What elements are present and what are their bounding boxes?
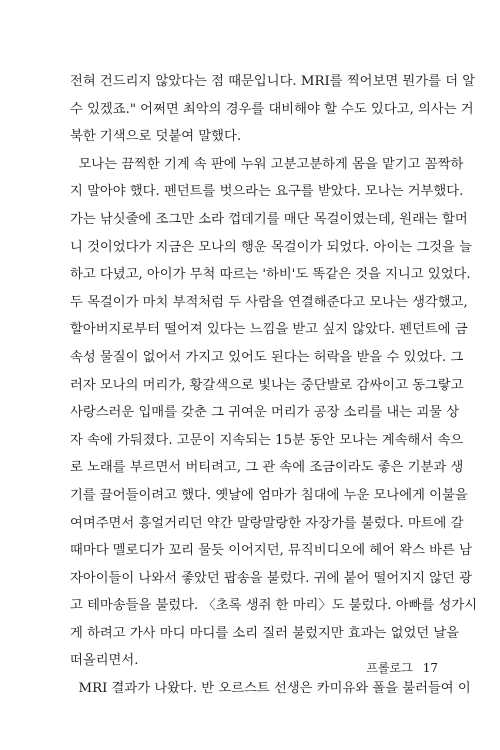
text-line: 게 하려고 가사 마디 마디를 소리 질러 불렀지만 효과는 없었던 날을 [70,625,460,641]
text-line: 지 말아야 했다. 펜던트를 벗으라는 요구를 받았다. 모나는 거부했다. [70,184,464,200]
text-line: 니 것이었다가 지금은 모나의 행운 목걸이가 되었다. 아이는 그것을 늘 [70,239,472,255]
text-line: 사랑스러운 입매를 갖춘 그 귀여운 머리가 공장 소리를 내는 괴물 상 [70,405,460,421]
text-line: 때마다 멜로디가 꼬리 물듯 이어지던, 뮤직비디오에 헤어 왁스 바른 남 [70,543,472,559]
text-line: 전혀 건드리지 않았다는 점 때문입니다. MRI를 찍어보면 뭔가를 더 알 [70,74,476,89]
text-line: 수 있겠죠." 어쩌면 최악의 경우를 대비해야 할 수도 있다고, 의사는 거 [70,101,474,117]
page-number: 17 [422,661,438,675]
running-section-title: 프롤로그 [366,661,413,675]
text-line: 속성 물질이 없어서 가지고 있어도 된다는 허락을 받을 수 있었다. 그 [70,349,464,365]
text-line: 두 목걸이가 마치 부적처럼 두 사람을 연결해준다고 모나는 생각했고, [70,294,468,310]
text-line: 모나는 끔찍한 기계 속 판에 누워 고분고분하게 몸을 맡기고 꼼짝하 [70,156,464,172]
text-line: 여며주면서 흥얼거리던 약간 말랑말랑한 자장가를 불렀다. 마트에 갈 [70,515,464,531]
text-line: 떠올리면서. [70,653,139,669]
text-line: 자아이들이 나와서 좋았던 팝송을 불렀다. 귀에 붙어 떨어지지 않던 광 [70,570,472,586]
body-text [70,68,478,703]
text-line: 자 속에 가둬졌다. 고문이 지속되는 15분 동안 모나는 계속해서 속으 [70,432,464,448]
text-line: 북한 기색으로 덧붙여 말했다. [70,129,242,145]
text-line: 가는 낚싯줄에 조그만 소라 껍데기를 매단 목걸이였는데, 원래는 할머 [70,211,468,227]
text-line: 로 노래를 부르면서 버티려고, 그 관 속에 조금이라도 좋은 기분과 생 [70,460,464,476]
page-footer [300,659,438,676]
text-line: 기를 끌어들이려고 했다. 옛날에 엄마가 침대에 누운 모나에게 이불을 [70,487,468,503]
text-line: 러자 모나의 머리가, 황갈색으로 빛나는 중단발로 감싸이고 동그랗고 [70,377,464,393]
text-line: MRI 결과가 나왔다. 반 오르스트 선생은 카미유와 폴을 불러들여 이 [70,681,471,697]
text-line: 할아버지로부터 떨어져 있다는 느낌을 받고 싶지 않았다. 펜던트에 금 [70,322,468,338]
text-line: 하고 다녔고, 아이가 무척 따르는 '하비'도 똑같은 것을 지니고 있었다. [70,267,471,283]
text-line: 고 테마송들을 불렀다. 〈초록 생쥐 한 마리〉도 불렀다. 아빠를 성가시 [70,598,478,614]
